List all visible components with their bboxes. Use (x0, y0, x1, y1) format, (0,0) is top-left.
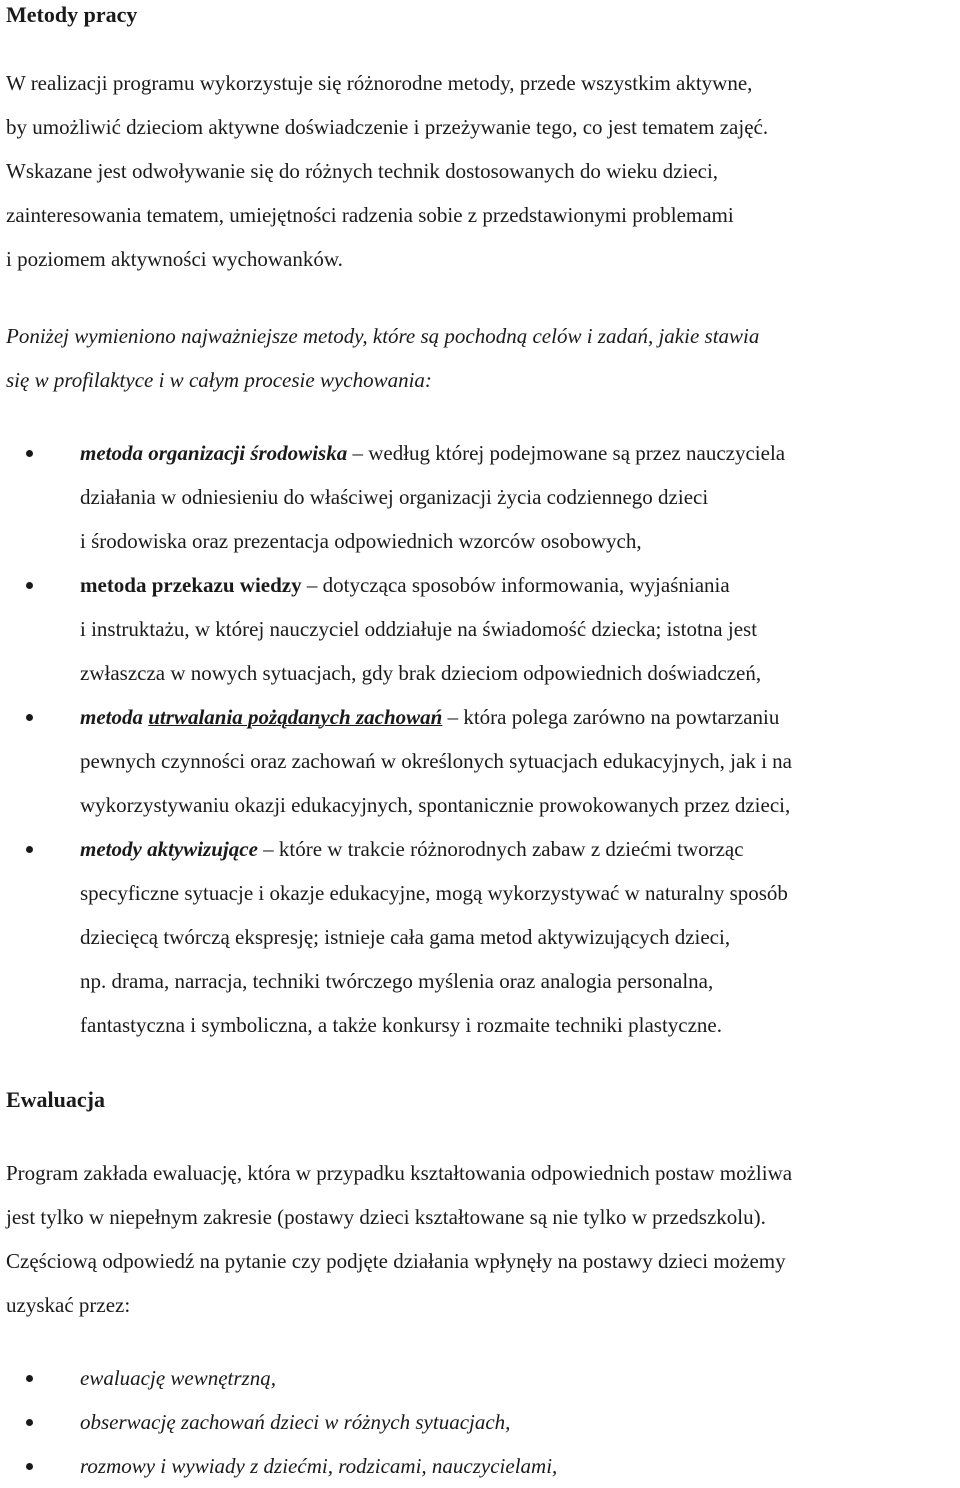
text-line (80, 695, 960, 739)
method-term: metoda organizacji środowiska (80, 441, 348, 465)
intro-paragraph (6, 61, 956, 281)
method-description: – które w trakcie różnorodnych zabaw z dziećmi tworząc (257, 837, 744, 861)
method-term-emphasis: utrwalania pożądanych zachowań (148, 705, 443, 729)
text-line: uzyskać przez: (6, 1293, 131, 1317)
text-line: pewnych czynności oraz zachowań w określonych sytuacjach edukacyjnych, jak i na (80, 749, 792, 773)
bullet-icon (26, 1463, 33, 1470)
evaluation-list (0, 1356, 960, 1488)
method-term: metoda (80, 705, 149, 729)
text-line: obserwację zachowań dzieci w różnych sytuacjach, (80, 1410, 511, 1434)
method-description: – która polega zarówno na powtarzaniu (442, 705, 780, 729)
text-line: fantastyczna i symboliczna, a także konkursy i rozmaite techniki plastyczne. (80, 1013, 723, 1037)
text-line: W realizacji programu wykorzystuje się różnorodne metody, przede wszystkim aktywne, (6, 71, 753, 95)
text-line: i środowiska oraz prezentacja odpowiednich wzorców osobowych, (80, 529, 642, 553)
methods-list (0, 431, 960, 1047)
text-line: by umożliwić dzieciom aktywne doświadczenie i przeżywanie tego, co jest tematem zajęć. (6, 115, 769, 139)
text-line: Częściową odpowiedź na pytanie czy podjęte działania wpłynęły na postawy dzieci możemy (6, 1249, 786, 1273)
text-line (80, 431, 960, 475)
text-line: Program zakłada ewaluację, która w przypadku kształtowania odpowiednich postaw możliwa (6, 1161, 793, 1185)
list-item (0, 1400, 960, 1444)
method-term-emphasis: aktywizujące (147, 837, 258, 861)
list-item (0, 827, 960, 1047)
text-line: zwłaszcza w nowych sytuacjach, gdy brak dzieciom odpowiednich doświadczeń, (80, 661, 762, 685)
text-line: zainteresowania tematem, umiejętności radzenia sobie z przedstawionymi problemami (6, 203, 734, 227)
text-line: i poziomem aktywności wychowanków. (6, 247, 343, 271)
text-line: działania w odniesieniu do właściwej organizacji życia codziennego dzieci (80, 485, 709, 509)
method-description: – dotycząca sposobów informowania, wyjaśniania (301, 573, 730, 597)
bullet-icon (26, 1419, 33, 1426)
bullet-icon (26, 450, 33, 457)
text-line (80, 563, 960, 607)
text-line: się w profilaktyce i w całym procesie wychowania: (6, 368, 432, 392)
method-description: – według której podejmowane są przez nauczyciela (347, 441, 786, 465)
text-line: ewaluację wewnętrzną, (80, 1366, 276, 1390)
list-item (0, 1356, 960, 1400)
bullet-icon (26, 714, 33, 721)
text-line (80, 827, 960, 871)
list-item (0, 1444, 960, 1488)
text-line: wykorzystywaniu okazji edukacyjnych, spontanicznie prowokowanych przez dzieci, (80, 793, 791, 817)
text-line: dziecięcą twórczą ekspresję; istnieje cała gama metod aktywizujących dzieci, (80, 925, 731, 949)
bullet-icon (26, 1375, 33, 1382)
text-line: rozmowy i wywiady z dziećmi, rodzicami, nauczycielami, (80, 1454, 558, 1478)
text-line: Poniżej wymieniono najważniejsze metody, które są pochodną celów i zadań, jakie stawia (6, 324, 760, 348)
evaluation-paragraph (6, 1151, 956, 1327)
text-line: np. drama, narracja, techniki twórczego myślenia oraz analogia personalna, (80, 969, 714, 993)
text-line: i instruktażu, w której nauczyciel oddziałuje na świadomość dziecka; istotna jest (80, 617, 758, 641)
lead-paragraph (6, 314, 956, 402)
section-heading-metody-pracy: Metody pracy (6, 2, 138, 27)
list-item (0, 563, 960, 695)
bullet-icon (26, 582, 33, 589)
method-term: metody (80, 837, 148, 861)
bullet-icon (26, 846, 33, 853)
method-term: metoda przekazu wiedzy (80, 573, 302, 597)
text-line: jest tylko w niepełnym zakresie (postawy dzieci kształtowane są nie tylko w przedszkolu). (6, 1205, 766, 1229)
text-line: specyficzne sytuacje i okazje edukacyjne, mogą wykorzystywać w naturalny sposób (80, 881, 788, 905)
text-line: Wskazane jest odwoływanie się do różnych technik dostosowanych do wieku dzieci, (6, 159, 719, 183)
list-item (0, 431, 960, 563)
list-item (0, 695, 960, 827)
section-heading-ewaluacja: Ewaluacja (6, 1087, 105, 1112)
